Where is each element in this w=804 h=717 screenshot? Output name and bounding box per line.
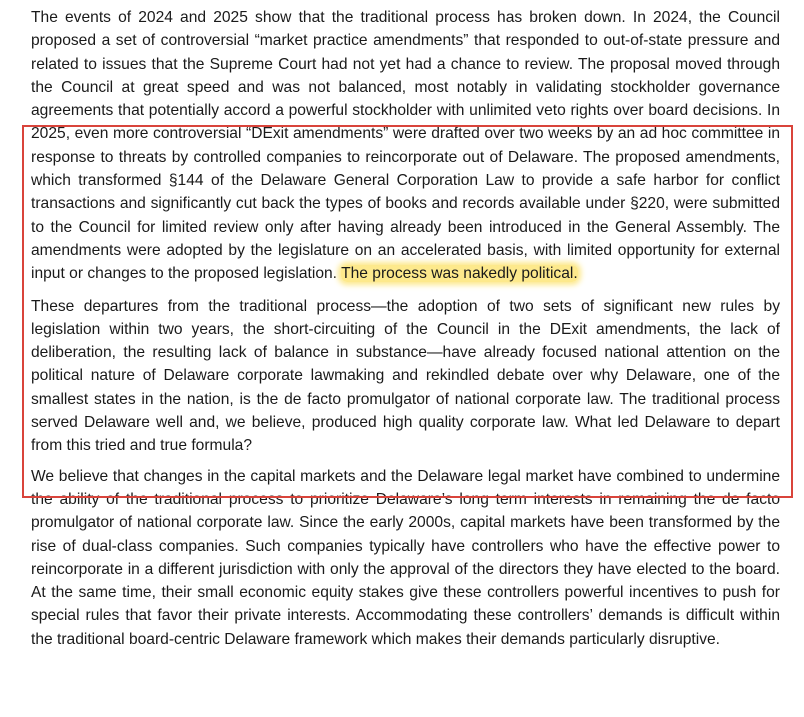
paragraph-events-2024-2025 <box>31 6 780 286</box>
paragraph-capital-markets: We believe that changes in the capital markets and the Delaware legal market have combined to undermine the ability of the traditional process to prioritize Delaware’s long term interests in remaining the de facto promulgator of national corporate law. Since the early 2000s, capital markets have been transformed by the rise of dual-class companies. Such companies typically have controllers who have the effective power to reincorporate in a different jurisdiction with only the approval of the directors they have elected to the board. At the same time, their small economic equity stakes give these controllers powerful incentives to push for special rules that favor their private interests. Accommodating these controllers’ demands is difficult within the traditional board-centric Delaware framework which makes their demands particularly disruptive. <box>31 467 780 648</box>
paragraph-departures: These departures from the traditional process—the adoption of two sets of significant new rules by legislation within two years, the short-circuiting of the Council in the DExit amendments, the lack of deliberation, the resulting lack of balance in substance—have already focused national attention on the political nature of Delaware corporate lawmaking and rekindled debate over why Delaware, one of the smallest states in the nation, is the de facto promulgator of national corporate law. The traditional process served Delaware well and, we believe, produced high quality corporate law. What led Delaware to depart from this tried and true formula? <box>31 297 780 455</box>
highlighted-sentence: The process was nakedly political. <box>341 265 578 283</box>
paragraph-1-text: The events of 2024 and 2025 show that the traditional process has broken down. In 2024, the Council proposed a set of controversial “market practice amendments” that responded to out-of-state pressure and related to issues that the Supreme Court had not yet had a chance to review. The proposal moved through the Council at great speed and was not balanced, most notably in validating stockholder governance agreements that potentially accord a powerful stockholder with unlimited veto rights over board decisions. In 2025, even more controversial “DExit amendments” were drafted over two weeks by an ad hoc committee in response to threats by controlled companies to reincorporate out of Delaware. The proposed amendments, which transformed §144 of the Delaware General Corporation Law to provide a safe harbor for conflict transactions and significantly cut back the types of books and records available under §220, were submitted to the Council for limited review only after having already been introduced in the General Assembly. The amendments were adopted by the legislature on an accelerated basis, with limited opportunity for external input or changes to the proposed legislation. <box>31 9 780 283</box>
document-body <box>31 6 780 651</box>
